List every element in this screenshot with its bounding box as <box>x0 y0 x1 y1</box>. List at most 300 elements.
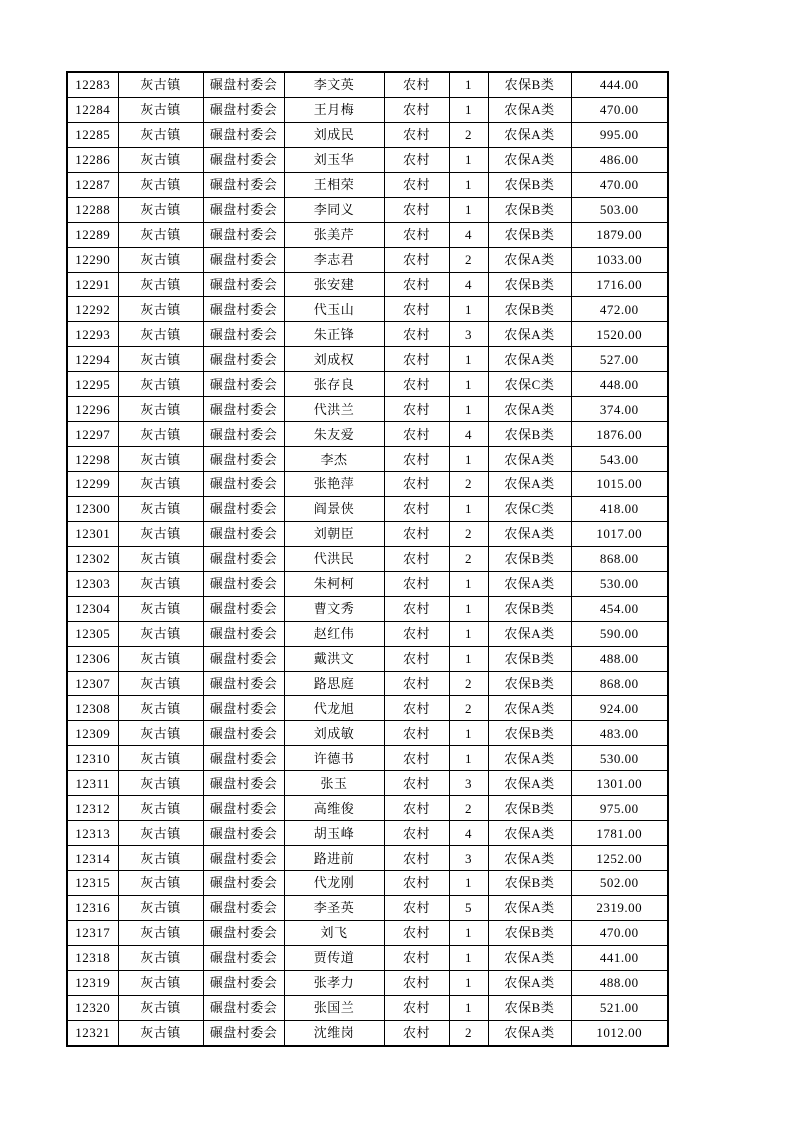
cell-id: 12317 <box>67 920 118 945</box>
cell-insurance: 农保A类 <box>488 347 571 372</box>
cell-town: 灰古镇 <box>118 222 203 247</box>
cell-id: 12290 <box>67 247 118 272</box>
table-row <box>67 621 668 646</box>
cell-name: 贾传道 <box>284 945 384 970</box>
cell-insurance: 农保A类 <box>488 895 571 920</box>
cell-id: 12297 <box>67 422 118 447</box>
cell-count: 5 <box>449 895 488 920</box>
cell-insurance: 农保B类 <box>488 197 571 222</box>
cell-town: 灰古镇 <box>118 472 203 497</box>
cell-town: 灰古镇 <box>118 646 203 671</box>
cell-amount: 527.00 <box>571 347 668 372</box>
cell-residence: 农村 <box>384 995 449 1020</box>
table-row <box>67 297 668 322</box>
cell-town: 灰古镇 <box>118 297 203 322</box>
table-row <box>67 721 668 746</box>
cell-village: 碾盘村委会 <box>203 721 284 746</box>
cell-town: 灰古镇 <box>118 172 203 197</box>
table-row <box>67 746 668 771</box>
table-row <box>67 197 668 222</box>
cell-id: 12286 <box>67 147 118 172</box>
cell-residence: 农村 <box>384 1020 449 1045</box>
cell-village: 碾盘村委会 <box>203 322 284 347</box>
cell-amount: 503.00 <box>571 197 668 222</box>
cell-town: 灰古镇 <box>118 895 203 920</box>
cell-amount: 444.00 <box>571 72 668 97</box>
cell-id: 12284 <box>67 97 118 122</box>
cell-insurance: 农保B类 <box>488 671 571 696</box>
cell-village: 碾盘村委会 <box>203 671 284 696</box>
cell-count: 3 <box>449 771 488 796</box>
table-row <box>67 272 668 297</box>
cell-insurance: 农保A类 <box>488 447 571 472</box>
cell-town: 灰古镇 <box>118 272 203 297</box>
cell-id: 12299 <box>67 472 118 497</box>
cell-village: 碾盘村委会 <box>203 222 284 247</box>
cell-amount: 975.00 <box>571 796 668 821</box>
cell-insurance: 农保A类 <box>488 571 571 596</box>
cell-residence: 农村 <box>384 496 449 521</box>
cell-id: 12308 <box>67 696 118 721</box>
cell-id: 12310 <box>67 746 118 771</box>
cell-name: 代洪兰 <box>284 397 384 422</box>
cell-village: 碾盘村委会 <box>203 397 284 422</box>
cell-residence: 农村 <box>384 347 449 372</box>
cell-village: 碾盘村委会 <box>203 496 284 521</box>
cell-amount: 1015.00 <box>571 472 668 497</box>
cell-town: 灰古镇 <box>118 671 203 696</box>
cell-insurance: 农保B类 <box>488 995 571 1020</box>
cell-amount: 1876.00 <box>571 422 668 447</box>
cell-id: 12313 <box>67 821 118 846</box>
cell-residence: 农村 <box>384 621 449 646</box>
cell-amount: 530.00 <box>571 746 668 771</box>
cell-id: 12302 <box>67 546 118 571</box>
cell-amount: 488.00 <box>571 646 668 671</box>
cell-insurance: 农保A类 <box>488 771 571 796</box>
cell-amount: 1033.00 <box>571 247 668 272</box>
cell-insurance: 农保A类 <box>488 397 571 422</box>
cell-insurance: 农保B类 <box>488 721 571 746</box>
cell-amount: 590.00 <box>571 621 668 646</box>
cell-town: 灰古镇 <box>118 696 203 721</box>
cell-count: 1 <box>449 72 488 97</box>
cell-amount: 1520.00 <box>571 322 668 347</box>
cell-name: 赵红伟 <box>284 621 384 646</box>
cell-amount: 1017.00 <box>571 521 668 546</box>
table-row <box>67 72 668 97</box>
cell-town: 灰古镇 <box>118 621 203 646</box>
cell-name: 刘成敏 <box>284 721 384 746</box>
cell-name: 朱正锋 <box>284 322 384 347</box>
cell-id: 12291 <box>67 272 118 297</box>
cell-name: 张玉 <box>284 771 384 796</box>
cell-village: 碾盘村委会 <box>203 97 284 122</box>
cell-village: 碾盘村委会 <box>203 546 284 571</box>
cell-amount: 486.00 <box>571 147 668 172</box>
cell-town: 灰古镇 <box>118 871 203 896</box>
table-row <box>67 970 668 995</box>
cell-insurance: 农保B类 <box>488 646 571 671</box>
cell-village: 碾盘村委会 <box>203 172 284 197</box>
cell-id: 12320 <box>67 995 118 1020</box>
table-row <box>67 871 668 896</box>
cell-town: 灰古镇 <box>118 521 203 546</box>
table-row <box>67 771 668 796</box>
cell-name: 阎景侠 <box>284 496 384 521</box>
table-row <box>67 920 668 945</box>
cell-count: 1 <box>449 571 488 596</box>
cell-insurance: 农保C类 <box>488 372 571 397</box>
cell-town: 灰古镇 <box>118 322 203 347</box>
cell-name: 李文英 <box>284 72 384 97</box>
cell-town: 灰古镇 <box>118 970 203 995</box>
cell-insurance: 农保B类 <box>488 272 571 297</box>
table-row <box>67 372 668 397</box>
cell-residence: 农村 <box>384 920 449 945</box>
cell-residence: 农村 <box>384 472 449 497</box>
cell-residence: 农村 <box>384 247 449 272</box>
cell-name: 刘玉华 <box>284 147 384 172</box>
cell-town: 灰古镇 <box>118 995 203 1020</box>
table-row <box>67 895 668 920</box>
cell-village: 碾盘村委会 <box>203 895 284 920</box>
cell-residence: 农村 <box>384 945 449 970</box>
cell-insurance: 农保B类 <box>488 422 571 447</box>
table-row <box>67 696 668 721</box>
cell-insurance: 农保A类 <box>488 322 571 347</box>
table-row <box>67 347 668 372</box>
cell-village: 碾盘村委会 <box>203 472 284 497</box>
cell-id: 12287 <box>67 172 118 197</box>
cell-count: 4 <box>449 272 488 297</box>
table-row <box>67 172 668 197</box>
cell-id: 12315 <box>67 871 118 896</box>
cell-count: 1 <box>449 197 488 222</box>
cell-amount: 454.00 <box>571 596 668 621</box>
cell-count: 2 <box>449 1020 488 1045</box>
table-row <box>67 796 668 821</box>
cell-residence: 农村 <box>384 422 449 447</box>
cell-count: 1 <box>449 97 488 122</box>
cell-village: 碾盘村委会 <box>203 970 284 995</box>
cell-name: 张美芹 <box>284 222 384 247</box>
cell-village: 碾盘村委会 <box>203 521 284 546</box>
cell-amount: 418.00 <box>571 496 668 521</box>
cell-amount: 2319.00 <box>571 895 668 920</box>
cell-amount: 448.00 <box>571 372 668 397</box>
cell-count: 1 <box>449 496 488 521</box>
cell-insurance: 农保A类 <box>488 97 571 122</box>
table-row <box>67 846 668 871</box>
cell-name: 路思庭 <box>284 671 384 696</box>
cell-count: 1 <box>449 920 488 945</box>
cell-id: 12312 <box>67 796 118 821</box>
cell-amount: 868.00 <box>571 546 668 571</box>
cell-insurance: 农保B类 <box>488 920 571 945</box>
cell-residence: 农村 <box>384 696 449 721</box>
cell-residence: 农村 <box>384 671 449 696</box>
cell-village: 碾盘村委会 <box>203 621 284 646</box>
cell-count: 1 <box>449 871 488 896</box>
cell-village: 碾盘村委会 <box>203 746 284 771</box>
cell-residence: 农村 <box>384 646 449 671</box>
cell-name: 刘朝臣 <box>284 521 384 546</box>
cell-name: 戴洪文 <box>284 646 384 671</box>
cell-residence: 农村 <box>384 322 449 347</box>
cell-village: 碾盘村委会 <box>203 447 284 472</box>
cell-count: 1 <box>449 621 488 646</box>
cell-insurance: 农保B类 <box>488 72 571 97</box>
cell-insurance: 农保A类 <box>488 621 571 646</box>
cell-insurance: 农保A类 <box>488 746 571 771</box>
cell-count: 2 <box>449 671 488 696</box>
cell-village: 碾盘村委会 <box>203 297 284 322</box>
cell-id: 12304 <box>67 596 118 621</box>
cell-residence: 农村 <box>384 721 449 746</box>
cell-amount: 530.00 <box>571 571 668 596</box>
cell-name: 张孝力 <box>284 970 384 995</box>
cell-id: 12311 <box>67 771 118 796</box>
cell-town: 灰古镇 <box>118 372 203 397</box>
cell-insurance: 农保A类 <box>488 147 571 172</box>
cell-count: 1 <box>449 970 488 995</box>
cell-village: 碾盘村委会 <box>203 197 284 222</box>
cell-village: 碾盘村委会 <box>203 796 284 821</box>
cell-residence: 农村 <box>384 447 449 472</box>
cell-id: 12292 <box>67 297 118 322</box>
cell-village: 碾盘村委会 <box>203 272 284 297</box>
cell-amount: 470.00 <box>571 172 668 197</box>
table-row <box>67 1020 668 1045</box>
cell-residence: 农村 <box>384 197 449 222</box>
cell-town: 灰古镇 <box>118 122 203 147</box>
cell-amount: 472.00 <box>571 297 668 322</box>
cell-residence: 农村 <box>384 172 449 197</box>
cell-insurance: 农保B类 <box>488 222 571 247</box>
cell-town: 灰古镇 <box>118 72 203 97</box>
cell-residence: 农村 <box>384 147 449 172</box>
cell-insurance: 农保A类 <box>488 821 571 846</box>
cell-residence: 农村 <box>384 297 449 322</box>
cell-residence: 农村 <box>384 571 449 596</box>
cell-count: 1 <box>449 447 488 472</box>
cell-insurance: 农保A类 <box>488 472 571 497</box>
cell-residence: 农村 <box>384 521 449 546</box>
cell-town: 灰古镇 <box>118 721 203 746</box>
cell-count: 1 <box>449 596 488 621</box>
cell-village: 碾盘村委会 <box>203 571 284 596</box>
cell-residence: 农村 <box>384 746 449 771</box>
cell-insurance: 农保A类 <box>488 1020 571 1045</box>
cell-id: 12309 <box>67 721 118 746</box>
table-row <box>67 671 668 696</box>
cell-amount: 1252.00 <box>571 846 668 871</box>
cell-residence: 农村 <box>384 796 449 821</box>
cell-town: 灰古镇 <box>118 920 203 945</box>
cell-amount: 470.00 <box>571 920 668 945</box>
cell-count: 1 <box>449 945 488 970</box>
cell-count: 1 <box>449 147 488 172</box>
cell-residence: 农村 <box>384 272 449 297</box>
cell-insurance: 农保A类 <box>488 846 571 871</box>
cell-id: 12307 <box>67 671 118 696</box>
cell-amount: 521.00 <box>571 995 668 1020</box>
cell-id: 12316 <box>67 895 118 920</box>
cell-residence: 农村 <box>384 895 449 920</box>
cell-town: 灰古镇 <box>118 147 203 172</box>
cell-name: 张艳萍 <box>284 472 384 497</box>
table-row <box>67 397 668 422</box>
cell-insurance: 农保A类 <box>488 122 571 147</box>
cell-name: 高维俊 <box>284 796 384 821</box>
cell-name: 张安建 <box>284 272 384 297</box>
cell-id: 12321 <box>67 1020 118 1045</box>
table-row <box>67 945 668 970</box>
cell-id: 12289 <box>67 222 118 247</box>
cell-id: 12296 <box>67 397 118 422</box>
cell-name: 刘成民 <box>284 122 384 147</box>
table-row <box>67 596 668 621</box>
cell-id: 12305 <box>67 621 118 646</box>
cell-residence: 农村 <box>384 846 449 871</box>
table-body <box>67 72 668 1046</box>
cell-name: 朱柯柯 <box>284 571 384 596</box>
cell-town: 灰古镇 <box>118 796 203 821</box>
cell-residence: 农村 <box>384 97 449 122</box>
cell-id: 12295 <box>67 372 118 397</box>
cell-name: 代龙刚 <box>284 871 384 896</box>
cell-insurance: 农保C类 <box>488 496 571 521</box>
cell-name: 代龙旭 <box>284 696 384 721</box>
cell-id: 12319 <box>67 970 118 995</box>
cell-village: 碾盘村委会 <box>203 122 284 147</box>
table-row <box>67 496 668 521</box>
cell-amount: 924.00 <box>571 696 668 721</box>
cell-id: 12301 <box>67 521 118 546</box>
cell-count: 2 <box>449 796 488 821</box>
cell-town: 灰古镇 <box>118 447 203 472</box>
cell-count: 2 <box>449 472 488 497</box>
records-table <box>66 71 669 1047</box>
cell-count: 2 <box>449 696 488 721</box>
cell-insurance: 农保A类 <box>488 521 571 546</box>
cell-residence: 农村 <box>384 970 449 995</box>
cell-amount: 995.00 <box>571 122 668 147</box>
cell-town: 灰古镇 <box>118 945 203 970</box>
cell-count: 4 <box>449 422 488 447</box>
table-row <box>67 422 668 447</box>
cell-name: 代洪民 <box>284 546 384 571</box>
cell-name: 张国兰 <box>284 995 384 1020</box>
cell-residence: 农村 <box>384 596 449 621</box>
table-row <box>67 571 668 596</box>
cell-amount: 1301.00 <box>571 771 668 796</box>
cell-name: 曹文秀 <box>284 596 384 621</box>
cell-amount: 1879.00 <box>571 222 668 247</box>
cell-name: 朱友爱 <box>284 422 384 447</box>
cell-count: 2 <box>449 247 488 272</box>
table-row <box>67 546 668 571</box>
cell-town: 灰古镇 <box>118 97 203 122</box>
cell-name: 李同义 <box>284 197 384 222</box>
cell-village: 碾盘村委会 <box>203 646 284 671</box>
cell-residence: 农村 <box>384 821 449 846</box>
cell-count: 3 <box>449 846 488 871</box>
cell-amount: 502.00 <box>571 871 668 896</box>
cell-insurance: 农保B类 <box>488 596 571 621</box>
cell-town: 灰古镇 <box>118 821 203 846</box>
cell-name: 路进前 <box>284 846 384 871</box>
cell-residence: 农村 <box>384 72 449 97</box>
cell-insurance: 农保B类 <box>488 871 571 896</box>
table-row <box>67 122 668 147</box>
cell-id: 12306 <box>67 646 118 671</box>
cell-count: 3 <box>449 322 488 347</box>
cell-village: 碾盘村委会 <box>203 372 284 397</box>
cell-amount: 374.00 <box>571 397 668 422</box>
cell-count: 1 <box>449 397 488 422</box>
cell-insurance: 农保A类 <box>488 696 571 721</box>
cell-id: 12294 <box>67 347 118 372</box>
cell-town: 灰古镇 <box>118 496 203 521</box>
cell-insurance: 农保A类 <box>488 970 571 995</box>
cell-village: 碾盘村委会 <box>203 596 284 621</box>
cell-count: 1 <box>449 172 488 197</box>
cell-amount: 441.00 <box>571 945 668 970</box>
cell-count: 4 <box>449 222 488 247</box>
cell-town: 灰古镇 <box>118 422 203 447</box>
cell-amount: 470.00 <box>571 97 668 122</box>
cell-village: 碾盘村委会 <box>203 771 284 796</box>
cell-count: 1 <box>449 347 488 372</box>
cell-town: 灰古镇 <box>118 571 203 596</box>
table-row <box>67 646 668 671</box>
cell-village: 碾盘村委会 <box>203 920 284 945</box>
cell-village: 碾盘村委会 <box>203 347 284 372</box>
cell-id: 12298 <box>67 447 118 472</box>
cell-village: 碾盘村委会 <box>203 871 284 896</box>
cell-name: 代玉山 <box>284 297 384 322</box>
cell-residence: 农村 <box>384 871 449 896</box>
cell-count: 1 <box>449 995 488 1020</box>
cell-amount: 868.00 <box>571 671 668 696</box>
cell-town: 灰古镇 <box>118 771 203 796</box>
cell-insurance: 农保B类 <box>488 796 571 821</box>
cell-town: 灰古镇 <box>118 247 203 272</box>
cell-name: 王月梅 <box>284 97 384 122</box>
table-row <box>67 995 668 1020</box>
cell-name: 沈维岗 <box>284 1020 384 1045</box>
table-row <box>67 222 668 247</box>
table-row <box>67 521 668 546</box>
cell-id: 12283 <box>67 72 118 97</box>
cell-town: 灰古镇 <box>118 1020 203 1045</box>
table-row <box>67 147 668 172</box>
cell-residence: 农村 <box>384 771 449 796</box>
cell-insurance: 农保A类 <box>488 247 571 272</box>
cell-amount: 1716.00 <box>571 272 668 297</box>
cell-town: 灰古镇 <box>118 596 203 621</box>
cell-amount: 1781.00 <box>571 821 668 846</box>
cell-id: 12293 <box>67 322 118 347</box>
table-row <box>67 821 668 846</box>
cell-amount: 488.00 <box>571 970 668 995</box>
cell-id: 12288 <box>67 197 118 222</box>
cell-village: 碾盘村委会 <box>203 1020 284 1045</box>
cell-id: 12314 <box>67 846 118 871</box>
cell-name: 张存良 <box>284 372 384 397</box>
